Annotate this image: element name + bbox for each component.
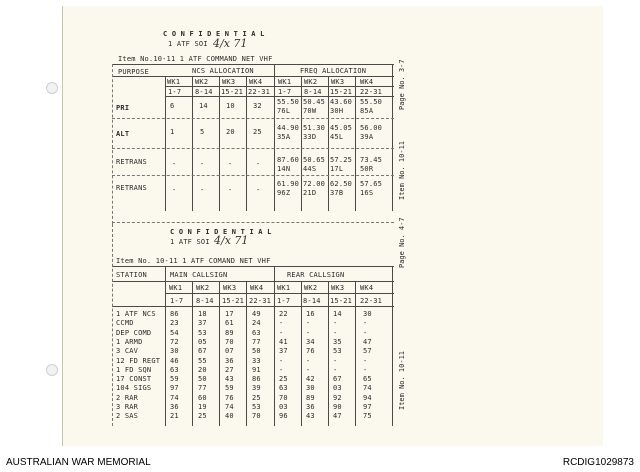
confidential-header: C O N F I D E N T I A L (170, 228, 272, 236)
station-cell: 12 FD REGT (116, 356, 161, 365)
freq-cell: 62.50 (330, 180, 353, 188)
rear-callsign-cell: 30 (363, 310, 372, 318)
rear-callsign-cell: 25 (279, 375, 288, 384)
rear-callsign-cell: - (363, 319, 368, 328)
main-week-label: WK4 (250, 284, 264, 292)
freq-code-cell: 21D (303, 189, 317, 197)
side-item-number: Item No. 10-11 (398, 140, 406, 200)
freq-code-cell: 17L (330, 165, 344, 173)
main-callsign-cell: 07 (225, 347, 234, 356)
confidential-header: C O N F I D E N T I A L (163, 30, 265, 38)
main-callsign-cell: 19 (198, 403, 207, 411)
main-callsign-cell: 74 (225, 403, 234, 411)
ncs-cell: 32 (253, 102, 262, 110)
main-week-label: WK3 (223, 284, 237, 292)
rear-callsign-cell: 94 (363, 393, 372, 402)
freq-code-cell: 45L (330, 133, 344, 141)
ncs-cell: 10 (226, 102, 235, 110)
freq-code-cell: 39A (360, 133, 374, 141)
rear-callsign-cell: - (279, 356, 284, 365)
freq-cell: 57.25 (330, 156, 353, 164)
rear-callsign-cell: - (363, 328, 368, 337)
freq-code-cell: 76L (277, 107, 291, 115)
ncs-cell: - (172, 186, 177, 194)
main-callsign-cell: 36 (170, 403, 179, 411)
ncs-week-label: WK1 (167, 78, 181, 86)
main-callsign-cell: 50 (252, 347, 261, 356)
main-callsign-cell: 50 (198, 375, 207, 384)
ncs-range-label: 1-7 (168, 88, 182, 96)
rear-callsign-cell: 89 (306, 393, 315, 402)
freq-cell: 87.60 (277, 156, 300, 164)
main-callsign-cell: 77 (252, 337, 261, 346)
main-callsign-cell: 54 (170, 328, 179, 337)
main-callsign-cell: 72 (170, 337, 179, 346)
rear-range-label: 22-31 (360, 297, 383, 305)
main-callsign-cell: 60 (198, 393, 207, 402)
main-callsign-cell: 20 (198, 365, 207, 374)
station-cell: 2 RAR (116, 393, 139, 402)
main-range-label: 15-21 (222, 297, 245, 305)
rear-callsign-cell: 37 (279, 347, 288, 356)
main-callsign-cell: 70 (252, 412, 261, 421)
main-callsign-cell: 70 (225, 337, 234, 346)
ncs-cell: - (200, 160, 205, 168)
freq-cell: 45.05 (330, 124, 353, 132)
main-callsign-cell: 27 (225, 365, 234, 374)
rear-callsign-cell: - (333, 365, 338, 374)
rear-callsign-cell: - (306, 356, 311, 365)
ncs-cell: - (172, 160, 177, 168)
main-callsign-cell: 59 (225, 384, 234, 393)
punch-hole (46, 364, 58, 376)
main-callsign-cell: 53 (252, 403, 261, 411)
freq-code-cell: 50R (360, 165, 374, 173)
main-callsign-cell: 17 (225, 310, 234, 318)
main-callsign-cell: 59 (170, 375, 179, 384)
rear-callsign-cell: 76 (306, 347, 315, 356)
ncs-cell: 1 (170, 128, 175, 136)
ncs-cell: 20 (226, 128, 235, 136)
rear-callsign-cell: - (306, 319, 311, 328)
rear-callsign-cell: 03 (279, 403, 288, 411)
freq-cell: 72.00 (303, 180, 326, 188)
footer-source: AUSTRALIAN WAR MEMORIAL (6, 457, 151, 468)
ncs-cell: 6 (170, 102, 175, 110)
rear-callsign-cell: 63 (279, 384, 288, 393)
freq-cell: 43.60 (330, 98, 353, 106)
main-callsign-cell: 21 (170, 412, 179, 421)
main-range-label: 1-7 (170, 297, 184, 305)
ncs-week-label: WK2 (195, 78, 209, 86)
freq-cell: 55.50 (277, 98, 300, 106)
rear-callsign-cell: 03 (333, 384, 342, 393)
main-callsign-cell: 53 (198, 328, 207, 337)
rear-week-label: WK4 (360, 284, 374, 292)
freq-code-cell: 33D (303, 133, 317, 141)
freq-code-cell: 37B (330, 189, 344, 197)
main-callsign-cell: 86 (252, 375, 261, 384)
main-callsign-cell: 77 (198, 384, 207, 393)
rear-callsign-cell: 30 (306, 384, 315, 393)
side-item-number: Item No. 10-11 (398, 350, 406, 410)
purpose-cell: RETRANS (116, 158, 147, 166)
freq-code-cell: 35A (277, 133, 291, 141)
rear-callsign-cell: 41 (279, 337, 288, 346)
freq-range-label: 8-14 (304, 88, 322, 96)
station-cell: 17 CONST (116, 375, 152, 384)
rear-callsign-cell: 35 (333, 337, 342, 346)
main-callsign-cell: 91 (252, 365, 261, 374)
rear-callsign-cell: 96 (279, 412, 288, 421)
purpose-cell: PRI (116, 104, 130, 112)
freq-cell: 73.45 (360, 156, 383, 164)
station-cell: 2 SAS (116, 412, 139, 421)
rear-callsign-cell: 92 (333, 393, 342, 402)
main-callsign-cell: 36 (225, 356, 234, 365)
rear-callsign-cell: 42 (306, 375, 315, 384)
main-callsign-cell: 46 (170, 356, 179, 365)
main-callsign-cell: 67 (198, 347, 207, 356)
freq-cell: 44.90 (277, 124, 300, 132)
col-rear-callsign: REAR CALLSIGN (287, 271, 345, 279)
ncs-cell: - (228, 186, 233, 194)
main-callsign-cell: 33 (252, 356, 261, 365)
rear-callsign-cell: 43 (306, 412, 315, 421)
station-cell: 3 CAV (116, 347, 139, 356)
rear-callsign-cell: - (363, 365, 368, 374)
freq-week-label: WK3 (331, 78, 345, 86)
ncs-week-label: WK3 (222, 78, 236, 86)
main-week-label: WK2 (196, 284, 210, 292)
main-callsign-cell: 63 (170, 365, 179, 374)
purpose-cell: RETRANS (116, 184, 147, 192)
unit-soi: 1 ATF SOI (170, 238, 210, 246)
main-range-label: 22-31 (249, 297, 272, 305)
freq-code-cell: 30H (330, 107, 344, 115)
freq-cell: 57.65 (360, 180, 383, 188)
ncs-cell: - (256, 186, 261, 194)
freq-code-cell: 96Z (277, 189, 291, 197)
punch-hole (46, 82, 58, 94)
freq-code-cell: 44S (303, 165, 317, 173)
main-callsign-cell: 55 (198, 356, 207, 365)
rear-callsign-cell: 22 (279, 310, 288, 318)
rear-range-label: 15-21 (330, 297, 353, 305)
rear-callsign-cell: - (333, 328, 338, 337)
item-title: Item No. 10-11 1 ATF COMAND NET VHF (116, 257, 271, 265)
main-week-label: WK1 (169, 284, 183, 292)
ncs-cell: 5 (200, 128, 205, 136)
ncs-week-label: WK4 (249, 78, 263, 86)
freq-cell: 61.90 (277, 180, 300, 188)
main-callsign-cell: 30 (170, 347, 179, 356)
freq-code-cell: 16S (360, 189, 374, 197)
rear-callsign-cell: 67 (333, 375, 342, 384)
main-callsign-cell: 63 (252, 328, 261, 337)
main-callsign-cell: 37 (198, 319, 207, 328)
freq-cell: 56.00 (360, 124, 383, 132)
rear-range-label: 1-7 (277, 297, 291, 305)
rear-callsign-cell: - (279, 319, 284, 328)
station-cell: 1 FD SQN (116, 365, 152, 374)
rear-callsign-cell: 70 (279, 393, 288, 402)
main-callsign-cell: 97 (170, 384, 179, 393)
rear-callsign-cell: 65 (363, 375, 372, 384)
main-callsign-cell: 40 (225, 412, 234, 421)
rear-week-label: WK3 (331, 284, 345, 292)
station-cell: CCMD (116, 319, 134, 328)
purpose-cell: ALT (116, 130, 130, 138)
side-page-number: Page No. 4-7 (398, 217, 406, 268)
main-callsign-cell: 18 (198, 310, 207, 318)
freq-code-cell: 70W (303, 107, 317, 115)
rear-week-label: WK2 (304, 284, 318, 292)
rear-range-label: 8-14 (303, 297, 321, 305)
rear-callsign-cell: 47 (333, 412, 342, 421)
rear-callsign-cell: 90 (333, 403, 342, 411)
col-ncs-allocation: NCS ALLOCATION (192, 67, 254, 75)
ncs-cell: - (228, 160, 233, 168)
ncs-cell: 25 (253, 128, 262, 136)
ncs-cell: 14 (199, 102, 208, 110)
freq-cell: 50.45 (303, 98, 326, 106)
freq-week-label: WK1 (278, 78, 292, 86)
station-cell: 1 ARMD (116, 337, 143, 346)
main-callsign-cell: 39 (252, 384, 261, 393)
freq-week-label: WK4 (360, 78, 374, 86)
freq-range-label: 1-7 (278, 88, 292, 96)
rear-callsign-cell: 53 (333, 347, 342, 356)
rear-callsign-cell: - (333, 319, 338, 328)
footer-reference: RCDIG1029873 (562, 457, 634, 468)
station-cell: 1 ATF NCS (116, 310, 156, 318)
col-freq-allocation: FREQ ALLOCATION (300, 67, 367, 75)
item-title: Item No.10-11 1 ATF COMMAND NET VHF (118, 55, 273, 63)
unit-soi: 1 ATF SOI (168, 40, 208, 48)
main-callsign-cell: 76 (225, 393, 234, 402)
ncs-range-label: 15-21 (221, 88, 244, 96)
rear-callsign-cell: - (363, 356, 368, 365)
rear-callsign-cell: - (306, 365, 311, 374)
handwritten-date: 4/x 71 (213, 37, 248, 50)
main-callsign-cell: 05 (198, 337, 207, 346)
freq-range-label: 22-31 (360, 88, 383, 96)
ncs-cell: - (200, 186, 205, 194)
freq-code-cell: 85A (360, 107, 374, 115)
rear-callsign-cell: 97 (363, 403, 372, 411)
side-page-number: Page No. 3-7 (398, 59, 406, 110)
station-cell: 104 SIGS (116, 384, 152, 393)
ncs-range-label: 8-14 (195, 88, 213, 96)
freq-code-cell: 14N (277, 165, 291, 173)
main-range-label: 8-14 (196, 297, 214, 305)
station-cell: 3 RAR (116, 403, 139, 411)
main-callsign-cell: 25 (198, 412, 207, 421)
freq-cell: 55.50 (360, 98, 383, 106)
rear-callsign-cell: 16 (306, 310, 315, 318)
col-purpose: PURPOSE (118, 68, 149, 76)
col-main-callsign: MAIN CALLSIGN (170, 271, 228, 279)
station-cell: DEP COMD (116, 328, 152, 337)
col-station: STATION (116, 271, 147, 279)
ncs-range-label: 22-31 (248, 88, 271, 96)
rear-callsign-cell: 34 (306, 337, 315, 346)
main-callsign-cell: 86 (170, 310, 179, 318)
rear-callsign-cell: 74 (363, 384, 372, 393)
freq-week-label: WK2 (304, 78, 318, 86)
handwritten-date: 4/x 71 (214, 234, 249, 247)
rear-callsign-cell: 47 (363, 337, 372, 346)
main-callsign-cell: 43 (225, 375, 234, 384)
main-callsign-cell: 49 (252, 310, 261, 318)
freq-cell: 50.65 (303, 156, 326, 164)
rear-callsign-cell: 36 (306, 403, 315, 411)
main-callsign-cell: 23 (170, 319, 179, 328)
main-callsign-cell: 89 (225, 328, 234, 337)
rear-callsign-cell: 14 (333, 310, 342, 318)
rear-week-label: WK1 (277, 284, 291, 292)
rear-callsign-cell: 57 (363, 347, 372, 356)
freq-cell: 51.30 (303, 124, 326, 132)
main-callsign-cell: 61 (225, 319, 234, 328)
rear-callsign-cell: - (279, 328, 284, 337)
main-callsign-cell: 24 (252, 319, 261, 328)
rear-callsign-cell: - (279, 365, 284, 374)
main-callsign-cell: 74 (170, 393, 179, 402)
rear-callsign-cell: - (306, 328, 311, 337)
rear-callsign-cell: 75 (363, 412, 372, 421)
main-callsign-cell: 25 (252, 393, 261, 402)
ncs-cell: - (256, 160, 261, 168)
rear-callsign-cell: - (333, 356, 338, 365)
freq-range-label: 15-21 (330, 88, 353, 96)
